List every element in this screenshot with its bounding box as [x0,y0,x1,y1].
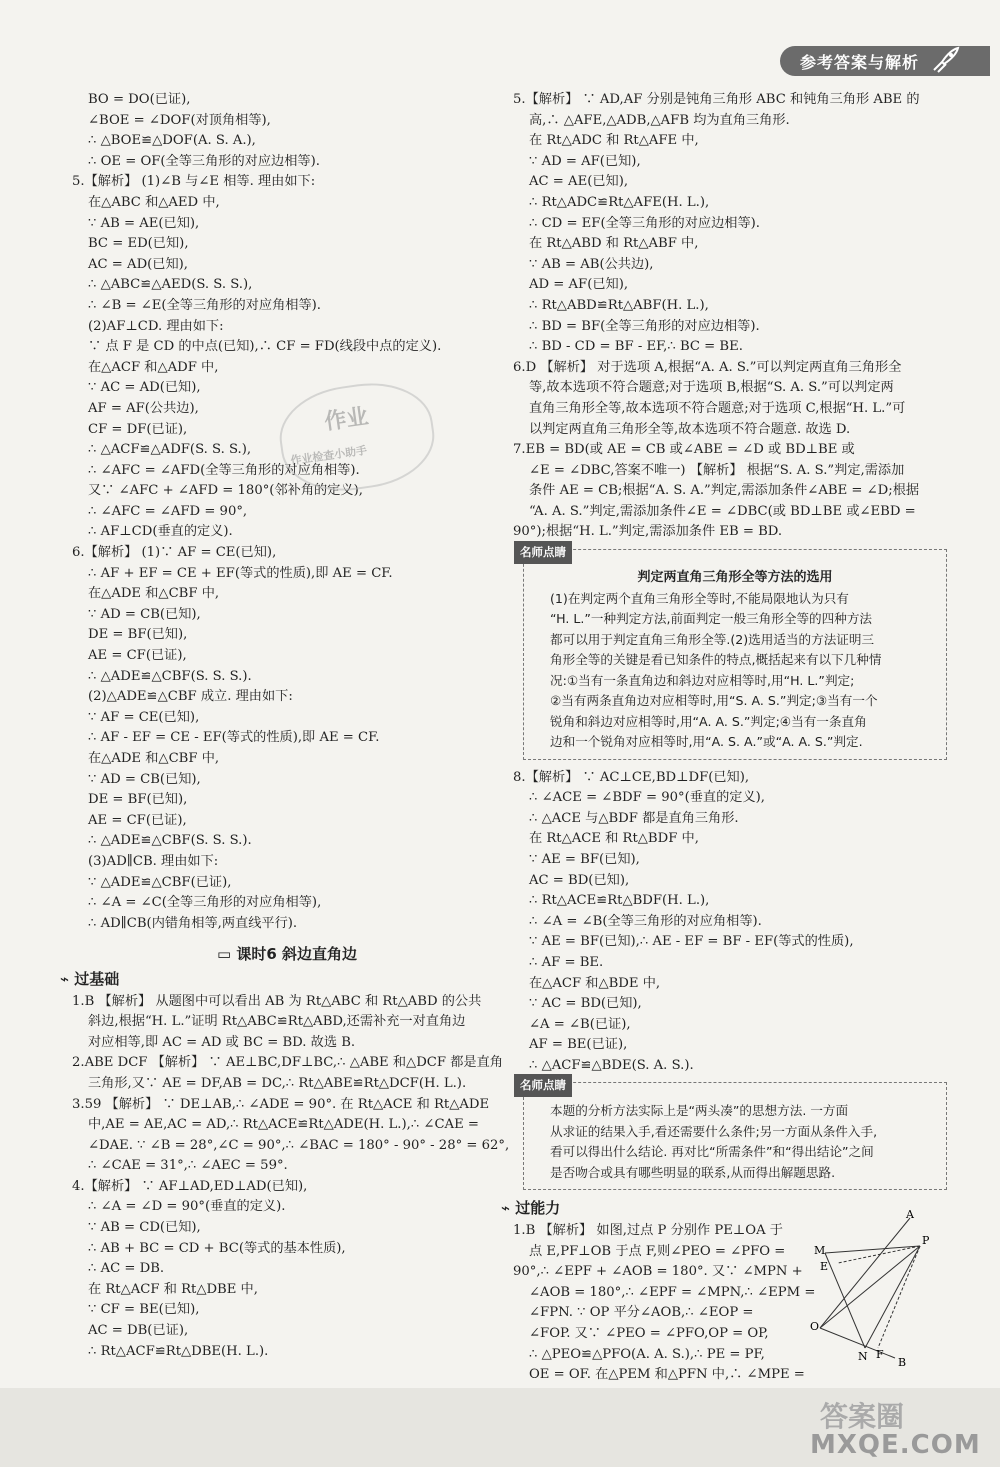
text-line: 4.【解析】 ∵ AF⊥AD,ED⊥AD(已知), [72,1178,308,1194]
figure-label-E: E [820,1260,829,1273]
text-line: ∴ ∠A = ∠D = 90°(垂直的定义). [88,1199,286,1215]
text-line: 高,∴ △AFE,△ADB,△AFB 均为直角三角形. [529,112,790,128]
text-line: AC = BD(已知), [529,872,630,888]
text-line: 角形全等的关键是看已知条件的特点,概括起来有以下几种情 [550,652,882,668]
text-line: 看可以得出什么结论. 再对比“所需条件”和“得出结论”之间 [550,1144,874,1160]
text-line: 6.【解析】 (1)∵ AF = CE(已知), [72,545,277,561]
text-line: ∴ Rt△ABD≌Rt△ABF(H. L.), [529,297,709,313]
text-line: ∵ AD = CB(已知), [88,606,201,622]
text-line: ∵ 点 F 是 CD 的中点(已知),∴ CF = FD(线段中点的定义). [88,339,442,355]
text-line: “A. A. S.”判定,需添加条件∠E = ∠DBC(或 BD⊥BE 或∠EBD = [529,503,916,519]
text-line: ∠A = ∠B(已证), [529,1016,631,1032]
text-line: ∠FPN. ∵ OP 平分∠AOB,∴ ∠EOP = [529,1305,754,1321]
text-line: ∴ △BOE≌△DOF(A. S. A.), [88,133,256,149]
text-line: 5.【解析】 (1)∠B 与∠E 相等. 理由如下: [72,174,316,190]
text-line: 况:①当有一条直角边和斜边对应相等时,用“H. L.”判定; [550,672,855,688]
section-subhead-ability: ⌁ 过能力 [501,1199,561,1218]
right-column [501,90,953,1386]
text-line: 是否吻合或具有哪些明显的联系,从而得出解题思路. [550,1164,836,1180]
text-line: ∴ △ACF≌△BDE(S. A. S.). [529,1057,694,1073]
text-line: ∴ ∠AFC = ∠AFD = 90°, [88,503,248,519]
text-line: ∵ AB = AE(已知), [88,215,200,231]
text-line: 中,AE = AE,AC = AD,∴ Rt△ACE≌Rt△ADE(H. L.),∴ ∠CAE = [88,1117,479,1133]
stamp-line-1: 作业 [322,404,371,436]
text-line: 斜边,根据“H. L.”证明 Rt△ABC≌Rt△ABD,还需补充一对直角边 [88,1014,466,1030]
text-line: ∴ AF⊥CD(垂直的定义). [88,524,233,540]
text-line: BC = ED(已知), [88,236,189,252]
text-line: OE = OF. 在△PEM 和△PFN 中,∴ ∠MPE = [529,1367,805,1383]
text-line: 锐角和斜边对应相等时,用“A. A. S.”判定;④当有一条直角 [550,713,867,729]
text-line: AC = AD(已知), [88,256,189,272]
figure-label-N: N [858,1350,868,1363]
text-line: 6.D 【解析】 对于选项 A,根据“A. A. S.”可以判定两直角三角形全 [513,359,902,375]
figure-label-A: A [906,1208,914,1221]
subhead-text: 过能力 [515,1199,561,1218]
text-line: ∴ ∠A = ∠B(全等三角形的对应角相等). [529,913,762,929]
text-line: ∵ AD = AF(已知), [529,153,641,169]
text-line: BO = DO(已证), [88,92,191,107]
text-line: AE = CF(已证), [88,812,187,828]
text-line: (2)AF⊥CD. 理由如下: [88,318,224,334]
text-line: AC = AE(已知), [529,174,629,190]
tip-label: 名师点睛 [514,1074,572,1097]
text-line: 点 E,PF⊥OB 于点 F,则∠PEO = ∠PFO = [529,1243,786,1259]
text-line: 三角形,又∵ AE = DF,AB = DC,∴ Rt△ABE≌Rt△DCF(H. L.). [88,1075,467,1091]
solution-block-left-2 [72,992,510,1363]
rocket-icon [928,46,960,80]
text-line: 在△ABC 和△AED 中, [88,194,220,210]
text-line: ∵ AC = BD(已知), [529,996,642,1012]
text-line: ∴ △ADE≌△CBF(S. S. S.). [88,668,252,684]
solution-block-left-1 [72,90,502,934]
text-line: 条件 AE = CB;根据“A. S. A.”判定,需添加条件∠ABE = ∠D;根据 [529,483,920,499]
text-line: 等,故本选项不符合题意;对于选项 B,根据“S. A. S.”可以判定两 [529,380,894,396]
lesson-title-text: 课时6 斜边直角边 [236,945,358,964]
text-line: 以判定两直角三角形全等,故本选项不符合题意. 故选 D. [529,421,851,437]
text-line: 在 Rt△ACE 和 Rt△BDF 中, [529,831,699,847]
text-line: (3)AD∥CB. 理由如下: [88,853,219,869]
text-line: 在△ADE 和△CBF 中, [88,751,220,766]
text-line: ∵ AB = AB(公共边), [529,256,654,272]
text-line: 在△ACF 和△ADF 中, [88,359,219,375]
text-line: ∴ Rt△ACF≌Rt△DBE(H. L.). [88,1343,269,1359]
text-line: 90°);根据“H. L.”判定,需添加条件 EB = BD. [513,524,783,540]
text-line: 边和一个锐角对应相等时,用“A. S. A.”或“A. A. S.”判定. [550,734,863,750]
tip-box-1 [520,545,947,760]
left-column [60,90,510,1362]
text-line: ∴ △ACF≌△ADF(S. S. S.), [88,442,252,458]
figure-label-O: O [810,1320,820,1333]
text-line: ∠E = ∠DBC,答案不唯一) 【解析】 根据“S. A. S.”判定,需添加 [529,462,905,478]
text-line: 本题的分析方法实际上是“两头凑”的思想方法. 一方面 [550,1103,849,1119]
text-line: ∠DAE. ∵ ∠B = 28°,∠C = 90°,∴ ∠BAC = 180° - 90° - 28° = 62°, [88,1137,510,1153]
figure-label-F: F [876,1348,884,1361]
section-subhead-basic: ⌁ 过基础 [60,969,120,988]
text-line: ∵ AE = BF(已知),∴ AE - EF = BF - EF(等式的性质), [529,934,854,950]
tip-body [534,589,936,753]
text-line: 在 Rt△ABD 和 Rt△ABF 中, [529,236,699,252]
text-line: AC = DB(已证), [88,1323,189,1339]
text-line: 在 Rt△ADC 和 Rt△AFE 中, [529,133,699,149]
text-line: AD = AF(已知), [529,277,629,293]
text-line: ∠BOE = ∠DOF(对顶角相等), [88,112,271,128]
text-line: ∴ OE = OF(全等三角形的对应边相等). [88,153,320,169]
text-line: ∵ AE = BF(已知), [529,851,640,867]
text-line: ∴ △PEO≌△PFO(A. A. S.),∴ PE = PF, [529,1346,765,1362]
text-line: (2)△ADE≌△CBF 成立. 理由如下: [88,689,293,705]
figure-label-P: P [922,1234,930,1247]
text-line: ∠FOP. 又∵ ∠PEO = ∠PFO,OP = OP, [529,1326,769,1342]
text-line: ∴ ∠B = ∠E(全等三角形的对应角相等). [88,297,321,313]
text-line: (1)在判定两个直角三角形全等时,不能局限地认为只有 [550,590,849,606]
watermark-logo: 答案圈 [820,1400,905,1433]
text-line: AE = CF(已证), [88,648,187,664]
text-line: CF = DF(已证), [88,421,188,437]
tip-body [534,1101,936,1183]
solution-block-right-2 [513,768,953,1077]
text-line: 都可以用于判定直角三角形全等.(2)选用适当的方法证明三 [550,631,875,647]
text-line: 对应相等,即 AC = AD 或 BC = BD. 故选 B. [88,1034,356,1050]
page-header-title: 参考答案与解析 [800,53,920,72]
text-line: ∠AOB = 180°,∴ ∠EPF = ∠MPN,∴ ∠EPM = [529,1284,816,1300]
stamp-line-2: 作业检查小助手 [289,443,368,468]
text-line: 又∵ ∠AFC + ∠AFD = 180°(邻补角的定义), [88,483,363,499]
text-line: ∵ CF = BE(已知), [88,1302,200,1318]
text-line: ②当有两条直角边对应相等时,用“S. A. S.”判定;③当有一个 [550,693,878,709]
text-line: ∴ AC = DB. [88,1261,165,1277]
text-line: ∴ △ACE 与△BDF 都是直角三角形. [529,810,739,826]
text-line: AF = BE(已证), [529,1037,628,1053]
text-line: ∴ BD = BF(全等三角形的对应边相等). [529,318,760,334]
text-line: 在△ADE 和△CBF 中, [88,586,220,602]
figure-label-B: B [898,1356,907,1368]
solution-block-right-1 [513,90,953,543]
text-line: 8.【解析】 ∵ AC⊥CE,BD⊥DF(已知), [513,769,750,785]
text-line: ∵ AB = CD(已知), [88,1220,201,1236]
text-line: ∴ ∠A = ∠C(全等三角形的对应角相等), [88,895,322,911]
text-line: DE = BF(已知), [88,627,188,643]
text-line: ∵ △ADE≌△CBF(已证), [88,874,232,890]
text-line: ∵ AF = CE(已知), [88,709,200,725]
text-line: ∵ AC = AD(已知), [88,380,201,396]
text-line: ∴ ∠AFC = ∠AFD(全等三角形的对应角相等). [88,462,360,478]
text-line: 从求证的结果入手,看还需要什么条件;另一方面从条件入手, [550,1123,878,1139]
text-line: ∴ AF + EF = CE + EF(等式的性质),即 AE = CF. [88,565,393,581]
text-line: AF = AF(公共边), [88,400,199,416]
text-line: 3.59 【解析】 ∵ DE⊥AB,∴ ∠ADE = 90°. 在 Rt△ACE 和 Rt△ADE [72,1096,490,1112]
geometry-figure [810,1208,940,1372]
text-line: 7.EB = BD(或 AE = CB 或∠ABE = ∠D 或 BD⊥BE 或 [513,442,855,458]
text-line: ∴ CD = EF(全等三角形的对应边相等). [529,215,760,231]
text-line: ∴ ∠ACE = ∠BDF = 90°(垂直的定义), [529,790,765,806]
tip-box-2 [520,1078,947,1190]
text-line: ∴ AB + BC = CD + BC(等式的基本性质), [88,1240,346,1256]
text-line: ∴ BD - CD = BF - EF,∴ BC = BE. [529,339,743,355]
tip-title: 判定两直角三角形全等方法的选用 [637,570,833,586]
text-line: ∴ △ABC≌△AED(S. S. S.), [88,277,253,293]
text-line: 直角三角形全等,故本选项不符合题意;对于选项 C,根据“H. L.”可 [529,400,906,416]
text-line: DE = BF(已知), [88,792,188,808]
text-line: 2.ABE DCF 【解析】 ∵ AE⊥BC,DF⊥BC,∴ △ABE 和△DCF 都是直角 [72,1055,503,1071]
lesson-title: ▭ 课时6 斜边直角边 [216,945,358,964]
text-line: 在 Rt△ACF 和 Rt△DBE 中, [88,1281,258,1297]
text-line: ∴ AD∥CB(内错角相等,两直线平行). [88,915,298,931]
text-line: ∴ Rt△ADC≌Rt△AFE(H. L.), [529,194,710,210]
text-line: ∵ AD = CB(已知), [88,771,201,787]
text-line: “H. L.”一种判定方法,前面判定一般三角形全等的四种方法 [550,611,873,627]
watermark: MXQE.COM [810,1430,981,1460]
text-line: ∴ ∠CAE = 31°,∴ ∠AEC = 59°. [88,1158,288,1174]
text-line: 5.【解析】 ∵ AD,AF 分别是钝角三角形 ABC 和钝角三角形 ABE 的 [513,92,920,107]
tip-label: 名师点睛 [514,541,572,564]
text-line: ∴ △ADE≌△CBF(S. S. S.). [88,833,252,849]
text-line: ∴ Rt△ACE≌Rt△BDF(H. L.), [529,893,710,909]
text-line: 在△ACF 和△BDE 中, [529,975,661,991]
text-line: 1.B 【解析】 从题图中可以看出 AB 为 Rt△ABC 和 Rt△ABD 的公共 [72,993,482,1009]
subhead-text: 过基础 [74,969,120,988]
text-line: 1.B 【解析】 如图,过点 P 分别作 PE⊥OA 于 [513,1223,783,1239]
text-line: ∴ AF = BE. [529,954,604,970]
text-line: 90°,∴ ∠EPF + ∠AOB = 180°. 又∵ ∠MPN + [513,1264,803,1280]
text-line: ∴ AF - EF = CE - EF(等式的性质),即 AE = CF. [88,730,380,746]
figure-label-M: M [814,1244,826,1257]
